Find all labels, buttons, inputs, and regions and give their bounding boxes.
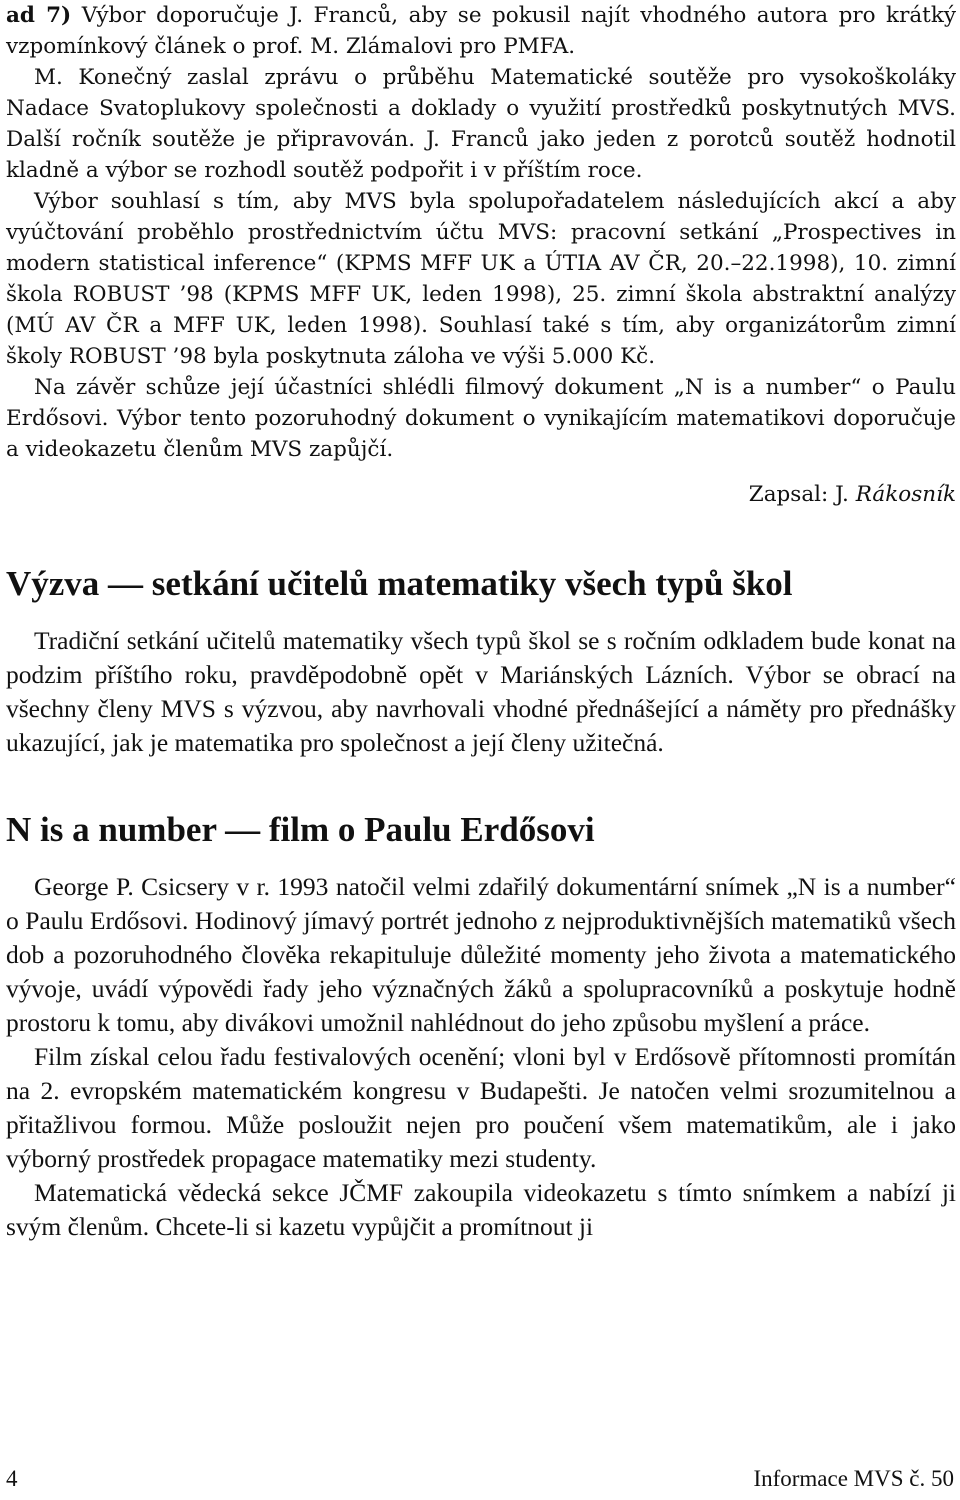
- section-heading-vyzva: Výzva — setkání učitelů matematiky všech typů škol: [6, 564, 793, 603]
- signature: [6, 479, 956, 510]
- item-7-paragraph: [6, 0, 956, 62]
- film-paragraph-2: Film získal celou řadu festivalových ocenění; vloni byl v Erdősově přítomnosti promítán na 2. evropském matematickém kongresu v Budapešti. Je natočen velmi srozumitelnou a přitažlivou formou. Může posloužit nejen pro poučení všem matematikům, ale i jako výborný prostředek propagace matematiky mezi studenty.: [6, 1042, 956, 1173]
- item-7-label: ad 7): [6, 3, 72, 28]
- vyzva-paragraph: Tradiční setkání učitelů matematiky všech typů škol se s ročním odkladem bude konat na podzim příštího roku, pravděpodobně opět v Mariánských Lázních. Výbor se obrací na všechny členy MVS s výzvou, aby navrhovali vhodné přednášející a náměty pro přednášky ukazující, jak je matematika pro společnost a její členy užitečná.: [6, 626, 956, 757]
- section-film-body: [6, 870, 956, 1244]
- committee-minutes: [6, 0, 956, 510]
- section-heading-film: N is a number — film o Paulu Erdősovi: [6, 810, 595, 849]
- document-page: [6, 0, 956, 1244]
- journal-name: Informace MVS č. 50: [753, 1466, 954, 1491]
- competition-paragraph: M. Konečný zaslal zprávu o průběhu Matematické soutěže pro vysokoškoláky Nadace Svatoplukovy společnosti a doklady o využití prostředků poskytnutých MVS. Další ročník soutěže je připravován. J. Franců jako jeden z porotců soutěž hodnotil kladně a výbor se rozhodl soutěž podpořit i v příštím roce.: [6, 65, 956, 183]
- signature-name: Rákosník: [855, 482, 956, 507]
- coorganizer-paragraph: Výbor souhlasí s tím, aby MVS byla spolupořadatelem následujících akcí a aby vyúčtování proběhlo prostřednictvím účtu MVS: pracovní setkání „Prospectives in modern statistical inference“ (KPMS MFF UK a ÚTIA AV ČR, 20.–22.1998), 10. zimní škola ROBUST ’98 (KPMS MFF UK, leden 1998), 25. zimní škola abstraktní analýzy (MÚ AV ČR a MFF UK, leden 1998). Souhlasí také s tím, aby organizátorům zimní školy ROBUST ’98 byla poskytnuta záloha ve výši 5.000 Kč.: [6, 189, 956, 369]
- film-paragraph-3: Matematická vědecká sekce JČMF zakoupila videokazetu s tímto snímkem a nabízí ji svým členům. Chcete-li si kazetu vypůjčit a promítnout ji: [6, 1178, 956, 1241]
- film-screening-paragraph: Na závěr schůze její účastníci shlédli filmový dokument „N is a number“ o Paulu Erdősovi. Výbor tento pozoruhodný dokument o vynikajícím matematikovi doporučuje a videokazetu členům MVS zapůjčí.: [6, 375, 956, 462]
- page-number: 4: [6, 1466, 18, 1491]
- film-paragraph-1: George P. Csicsery v r. 1993 natočil velmi zdařilý dokumentární snímek „N is a number“ o Paulu Erdősovi. Hodinový jímavý portrét jednoho z nejproduktivnějších matematiků všech dob a pozoruhodného člověka rekapituluje důležité momenty jeho života a matematického vývoje, uvádí výpovědi řady jeho význačných žáků a spolupracovníků a poskytuje hodně prostoru k tomu, aby divákovi umožnil nahlédnout do jeho způsobu myšlení a práce.: [6, 872, 956, 1037]
- section-vyzva-body: [6, 624, 956, 760]
- signature-label: Zapsal: J.: [748, 482, 856, 507]
- item-7-text: Výbor doporučuje J. Franců, aby se pokusil najít vhodného autora pro krátký vzpomínkový článek o prof. M. Zlámalovi pro PMFA.: [6, 3, 956, 59]
